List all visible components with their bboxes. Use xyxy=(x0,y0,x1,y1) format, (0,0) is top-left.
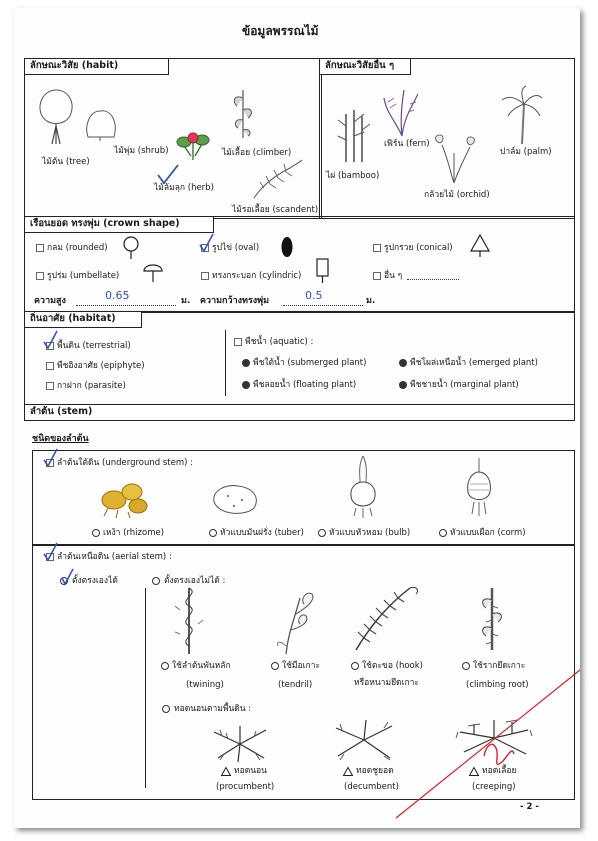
aerial-label: ลำต้นเหนือดิน (aerial stem) : xyxy=(57,552,172,562)
procumbent-th-label: ทอดนอน xyxy=(234,766,267,776)
habit-header: ลักษณะวิสัย (habit) xyxy=(24,58,169,75)
width-unit: ม. xyxy=(366,296,376,306)
habitat-terrestrial-label: พื้นดิน (terrestrial) xyxy=(57,341,131,351)
form-page xyxy=(14,8,580,828)
habitat-header: ถิ่นอาศัย (habitat) xyxy=(24,311,142,328)
not-erect-label: ตั้งตรงเองไม่ได้ : xyxy=(164,576,226,586)
tendril-th-label: ใช้มือเกาะ xyxy=(282,661,321,671)
height-unit: ม. xyxy=(181,296,191,306)
habitat-parasite-label: กาฝาก (parasite) xyxy=(57,381,126,391)
reviewer-strike-line xyxy=(14,8,580,828)
crown-conical-label: รูปกรวย (conical) xyxy=(384,243,453,253)
hook-th-label-2: หรือหนามยึดเกาะ xyxy=(354,678,419,688)
page-number: - 2 - xyxy=(520,802,539,812)
tendril-label: (tendril) xyxy=(278,680,313,690)
other-palm-label: ปาล์ม (palm) xyxy=(500,147,552,157)
stem-header: ลำต้น (stem) xyxy=(24,404,575,421)
creeping-th-label: ทอดเลื้อย xyxy=(482,766,517,776)
crown-umbellate-label: รูปร่ม (umbellate) xyxy=(47,271,120,281)
twining-label: (twining) xyxy=(186,680,224,690)
rhizome-label: เหง้า (rhizome) xyxy=(103,528,165,538)
twining-th-label: ใช้ลำต้นพันหลัก xyxy=(172,661,231,671)
height-label: ความสูง xyxy=(34,296,66,306)
habitat-marginal-label: พืชชายน้ำ (marginal plant) xyxy=(410,380,519,390)
ground-label: ทอดนอนตามพื้นดิน : xyxy=(174,704,252,714)
page-title: ข้อมูลพรรณไม้ xyxy=(242,24,319,38)
decumbent-th-label: ทอดชูยอด xyxy=(356,766,394,776)
corm-label: หัวแบบเผือก (corm) xyxy=(450,528,526,538)
bulb-label: หัวแบบหัวหอม (bulb) xyxy=(329,528,411,538)
other-fern-label: เฟิร์น (fern) xyxy=(384,139,430,149)
width-label: ความกว้างทรงพุ่ม xyxy=(200,296,270,306)
erect-label: ตั้งตรงเองได้ xyxy=(72,576,118,586)
height-value: 0.65 xyxy=(105,289,130,302)
habitat-epiphyte-label: พืชอิงอาศัย (epiphyte) xyxy=(57,361,145,371)
creeping-label: (creeping) xyxy=(472,782,516,792)
other-orchid-label: กล้วยไม้ (orchid) xyxy=(424,190,490,200)
crown-oval-label: รูปไข่ (oval) xyxy=(212,243,260,253)
hook-th-label: ใช้ตะขอ (hook) xyxy=(362,661,423,671)
stem-types-label: ชนิดของลำต้น xyxy=(32,434,89,444)
habit-scandent-label: ไม้รอเลื้อย (scandent) xyxy=(232,205,319,215)
crown-cylindric-label: ทรงกระบอก (cylindric) xyxy=(212,271,302,281)
underground-label: ลำต้นใต้ดิน (underground stem) : xyxy=(57,458,194,468)
decumbent-label: (decumbent) xyxy=(344,782,399,792)
width-value: 0.5 xyxy=(305,289,323,302)
tuber-label: หัวแบบมันฝรั่ง (tuber) xyxy=(220,528,304,538)
other-habit-header: ลักษณะวิสัยอื่น ๆ xyxy=(319,58,411,75)
procumbent-label: (procumbent) xyxy=(216,782,275,792)
habit-shrub-label: ไม้พุ่ม (shrub) xyxy=(114,146,169,156)
other-bamboo-label: ไผ่ (bamboo) xyxy=(326,171,380,181)
habit-climber-label: ไม้เลื้อย (climber) xyxy=(222,148,292,158)
habitat-floating-label: พืชลอยน้ำ (floating plant) xyxy=(253,380,357,390)
crown-header: เรือนยอด ทรงพุ่ม (crown shape) xyxy=(24,216,214,233)
habit-herb-label: ไม้ล้มลุก (herb) xyxy=(154,183,214,193)
crown-other-label: อื่น ๆ xyxy=(384,271,403,281)
climbing-root-label: (climbing root) xyxy=(466,680,529,690)
habit-tree-label: ไม้ต้น (tree) xyxy=(42,157,90,167)
habitat-emerged-label: พืชโผล่เหนือน้ำ (emerged plant) xyxy=(410,358,538,368)
crown-rounded-label: กลม (rounded) xyxy=(47,243,108,253)
habitat-submerged-label: พืชใต้น้ำ (submerged plant) xyxy=(253,358,367,368)
habitat-aquatic-label: พืชน้ำ (aquatic) : xyxy=(245,337,314,347)
climbing-root-th-label: ใช้รากยึดเกาะ xyxy=(473,661,526,671)
